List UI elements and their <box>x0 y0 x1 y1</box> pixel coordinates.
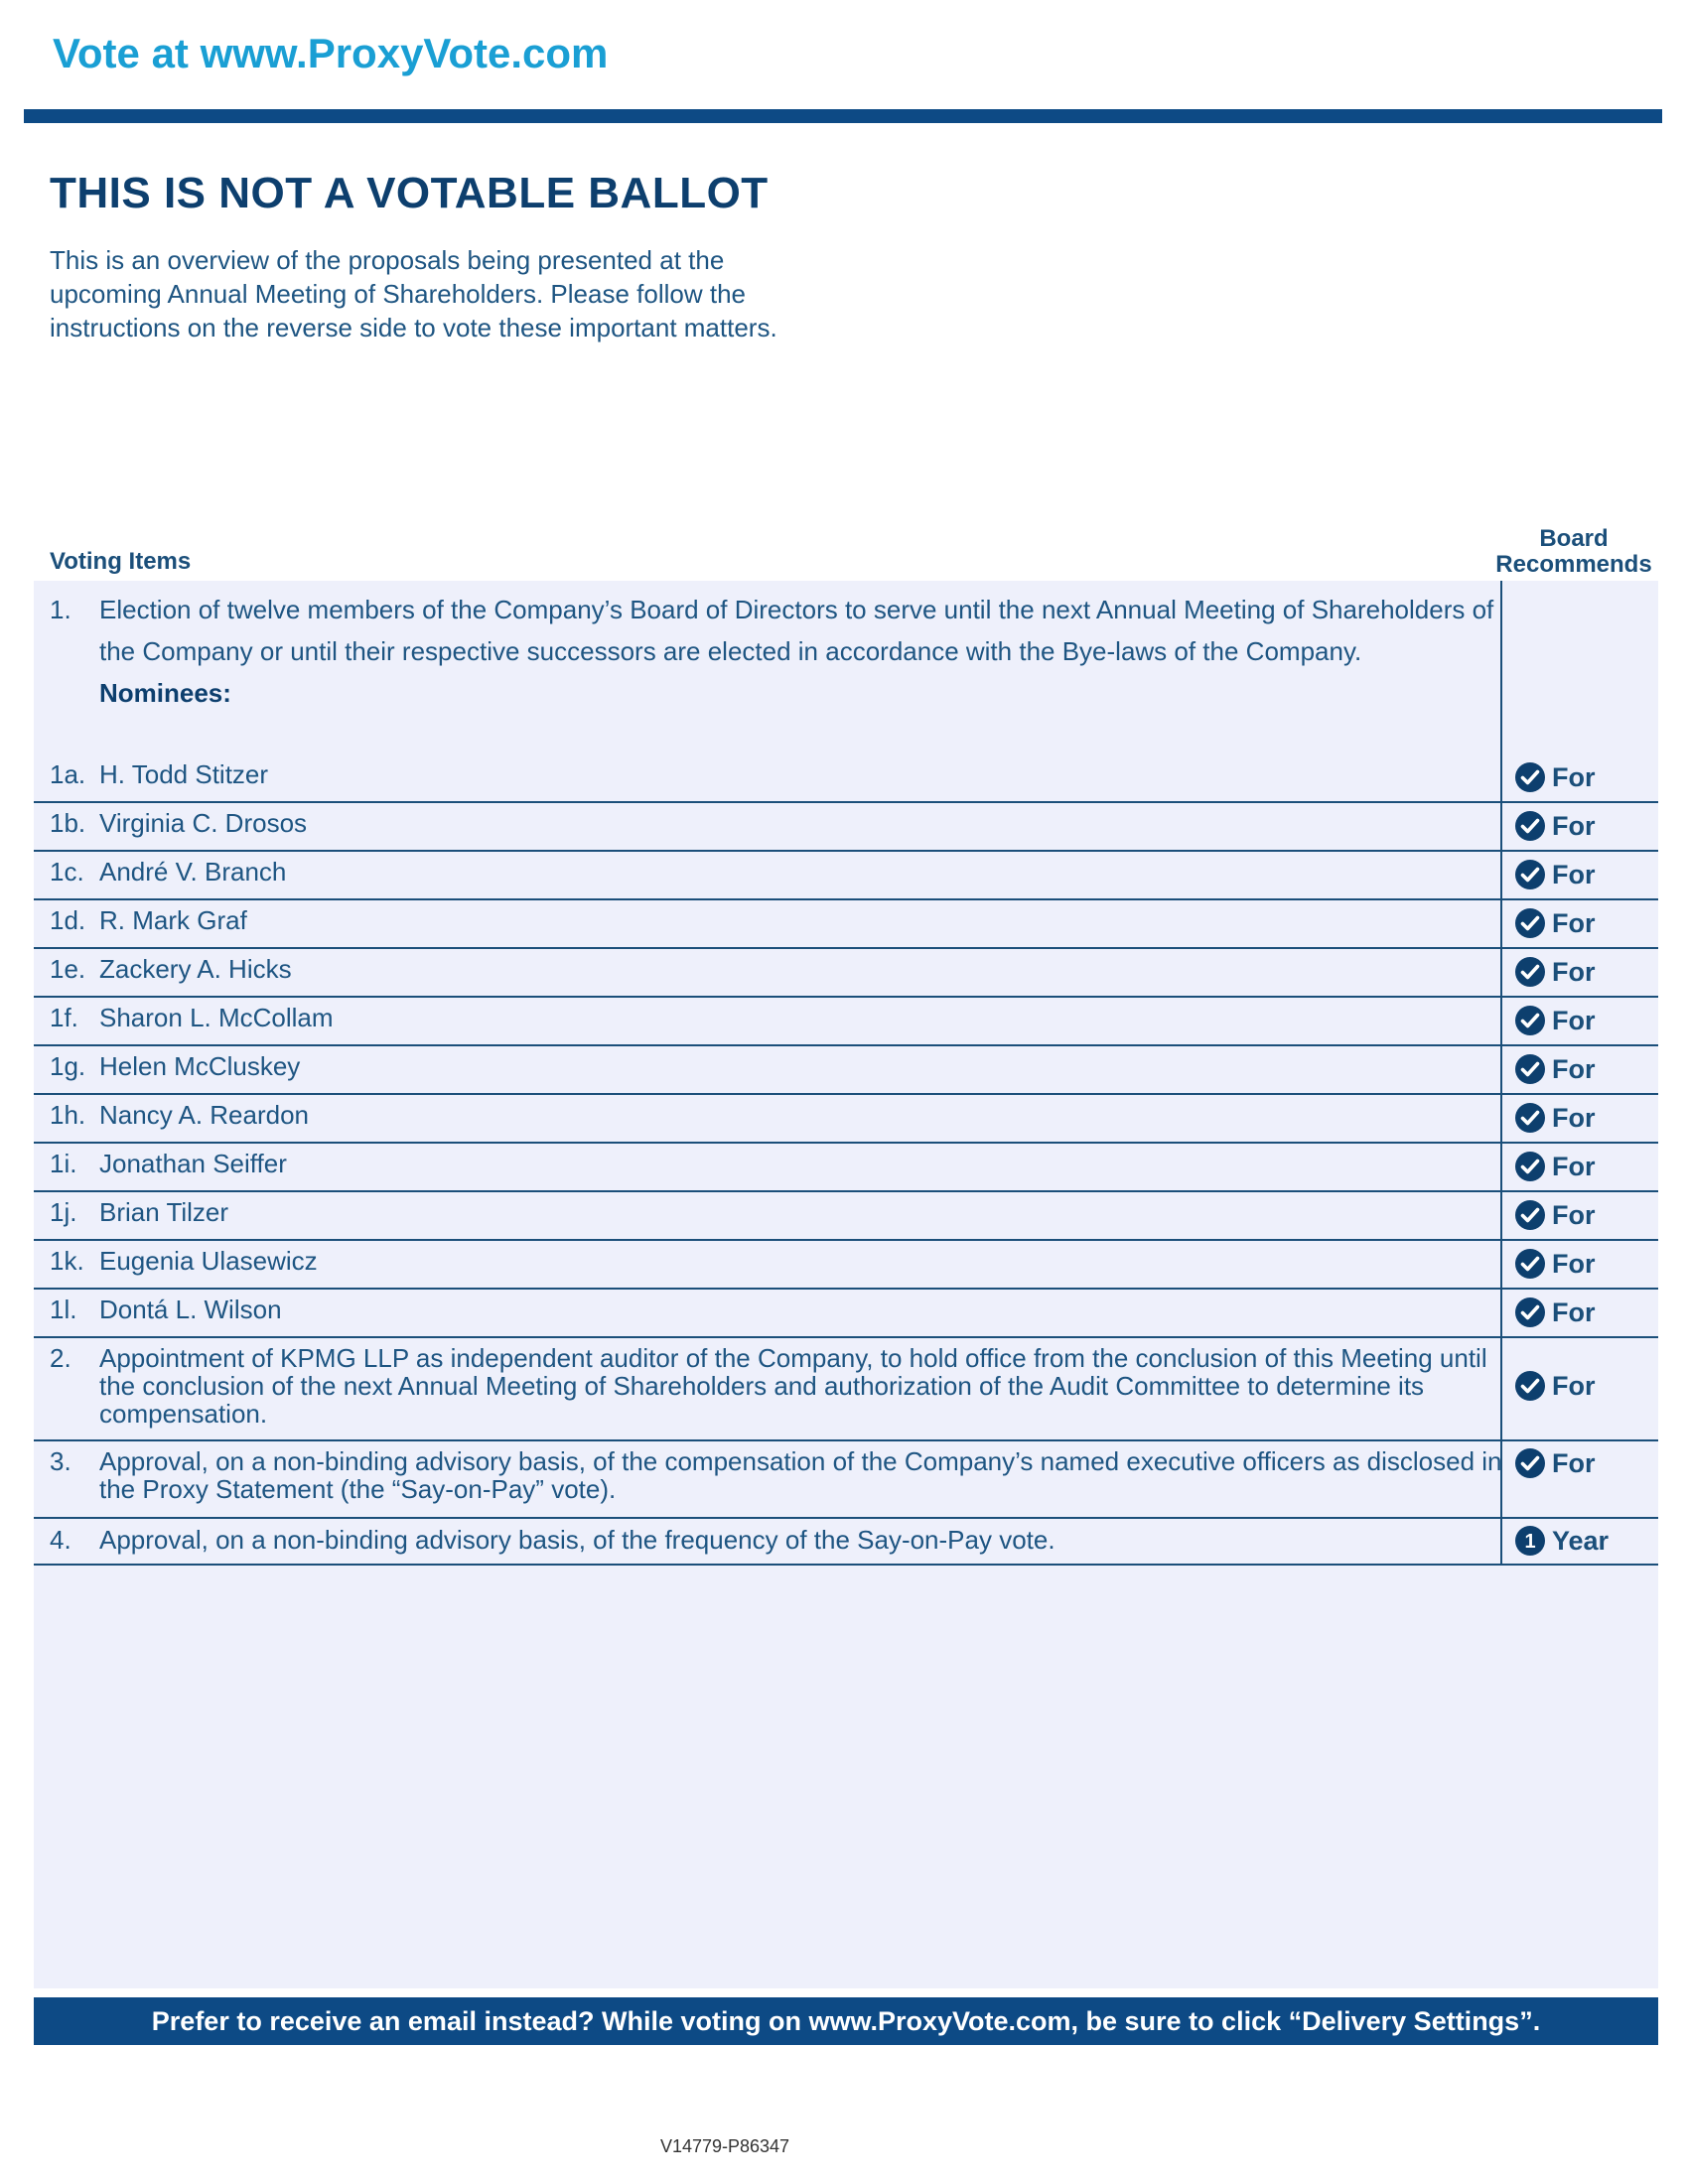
nominee-number: 1f. <box>50 1003 78 1032</box>
delivery-settings-banner: Prefer to receive an email instead? While voting on www.ProxyVote.com, be sure to click “Delivery Settings”. <box>34 1997 1658 2045</box>
nominee-row <box>34 1144 1658 1192</box>
voting-items-heading: Voting Items <box>50 548 192 575</box>
nominee-row <box>34 1241 1658 1290</box>
checkmark-circle-icon <box>1514 1005 1546 1036</box>
nominee-row <box>34 1290 1658 1338</box>
checkmark-circle-icon <box>1514 956 1546 988</box>
recommendation-label: For <box>1552 859 1596 889</box>
nominee-number: 1g. <box>50 1051 86 1081</box>
nominee-number: 1l. <box>50 1295 77 1324</box>
recommendation <box>1514 1248 1596 1280</box>
recommendation-label: For <box>1552 907 1596 938</box>
board-recommends-line2: Recommends <box>1495 551 1652 578</box>
nominee-row <box>34 1046 1658 1095</box>
checkmark-circle-icon <box>1514 1199 1546 1231</box>
nominee-row <box>34 949 1658 998</box>
proposal-number: 2. <box>50 1343 71 1373</box>
nominee-row <box>34 1192 1658 1241</box>
nominee-name: Sharon L. McCollam <box>99 1003 334 1032</box>
recommendation-label: For <box>1552 1053 1596 1084</box>
recommendation <box>1514 1370 1596 1402</box>
nominee-row <box>34 998 1658 1046</box>
nominee-name: Zackery A. Hicks <box>99 954 292 984</box>
nominee-row <box>34 803 1658 852</box>
recommendation-label: For <box>1552 1370 1596 1401</box>
nominee-name: Nancy A. Reardon <box>99 1100 310 1130</box>
proposal-1-row <box>34 581 1658 754</box>
nominees-label: Nominees: <box>99 678 231 708</box>
proposal-number: 3. <box>50 1446 71 1476</box>
checkmark-circle-icon <box>1514 1370 1546 1402</box>
checkmark-circle-icon <box>1514 907 1546 939</box>
recommendation <box>1514 1525 1609 1557</box>
board-recommends-heading <box>1489 526 1658 578</box>
nominee-name: H. Todd Stitzer <box>99 759 269 789</box>
nominee-number: 1i. <box>50 1149 77 1178</box>
recommendation-cell <box>1500 1241 1660 1288</box>
nominee-number: 1e. <box>50 954 86 984</box>
recommendation-label: For <box>1552 810 1596 841</box>
nominee-row <box>34 852 1658 900</box>
header-rule <box>24 109 1662 123</box>
recommendation <box>1514 1102 1596 1134</box>
checkmark-circle-icon <box>1514 1151 1546 1182</box>
checkmark-circle-icon <box>1514 810 1546 842</box>
proposal-2-row <box>34 1338 1658 1441</box>
nominee-row <box>34 900 1658 949</box>
nominee-name: Dontá L. Wilson <box>99 1295 282 1324</box>
checkmark-circle-icon <box>1514 859 1546 890</box>
recommendation-cell <box>1500 754 1660 801</box>
recommendation <box>1514 956 1596 988</box>
nominee-number: 1h. <box>50 1100 86 1130</box>
proposal-number: 1. <box>50 595 71 624</box>
proposal-4-row <box>34 1519 1658 1566</box>
nominee-row <box>34 754 1658 803</box>
board-recommends-line1: Board <box>1539 525 1609 552</box>
nominee-name: Eugenia Ulasewicz <box>99 1246 318 1276</box>
recommendation-label: Year <box>1552 1525 1610 1556</box>
recommendation-cell <box>1500 998 1660 1044</box>
nominee-name: Virginia C. Drosos <box>99 808 308 838</box>
page-title: THIS IS NOT A VOTABLE BALLOT <box>50 169 769 217</box>
nominee-name: André V. Branch <box>99 857 287 887</box>
recommendation-cell <box>1500 1095 1660 1142</box>
proposal-1-text <box>99 581 1509 714</box>
intro-text: This is an overview of the proposals being presented at the upcoming Annual Meeting of Shareholders. Please follow the instructions on the reverse side to vote these important matters. <box>50 245 777 342</box>
checkmark-circle-icon <box>1514 1248 1546 1280</box>
voting-table <box>34 581 1658 1566</box>
proxyvote-header-link[interactable]: Vote at www.ProxyVote.com <box>53 30 609 76</box>
checkmark-circle-icon <box>1514 1053 1546 1085</box>
proposal-3-row <box>34 1441 1658 1519</box>
recommendation-label: For <box>1552 1005 1596 1035</box>
nominee-number: 1c. <box>50 857 84 887</box>
proposal-text: Appointment of KPMG LLP as independent auditor of the Company, to hold office from the conclusion of this Meeting until the conclusion of the next Annual Meeting of Shareholders and authorization of the Audit Committee to determine its compensation. <box>99 1343 1487 1429</box>
nominee-name: Brian Tilzer <box>99 1197 229 1227</box>
nominee-number: 1d. <box>50 905 86 935</box>
number-circle-icon <box>1514 1525 1546 1557</box>
recommendation-label: For <box>1552 1151 1596 1181</box>
recommendation-cell <box>1500 900 1660 947</box>
recommendation <box>1514 1297 1596 1328</box>
recommendation-label: For <box>1552 1297 1596 1327</box>
proposal-text: Election of twelve members of the Company’s Board of Directors to serve until the next Annual Meeting of Shareholders of the Company or until their respective successors are elected in accordance with the Bye-laws of the Company. <box>99 595 1494 666</box>
proposal-text: Approval, on a non-binding advisory basis, of the compensation of the Company’s named executive officers as disclosed in the Proxy Statement (the “Say-on-Pay” vote). <box>99 1446 1502 1504</box>
nominee-number: 1a. <box>50 759 86 789</box>
nominee-name: R. Mark Graf <box>99 905 247 935</box>
recommendation-cell <box>1500 1441 1660 1517</box>
recommendation-cell <box>1500 1290 1660 1336</box>
recommendation-cell <box>1500 803 1660 850</box>
recommendation <box>1514 1005 1596 1036</box>
nominee-name: Jonathan Seiffer <box>99 1149 287 1178</box>
recommendation-label: For <box>1552 1102 1596 1133</box>
nominee-number: 1j. <box>50 1197 77 1227</box>
recommendation-cell <box>1500 1192 1660 1239</box>
nominee-name: Helen McCluskey <box>99 1051 301 1081</box>
recommendation <box>1514 761 1596 793</box>
recommendation <box>1514 1447 1596 1479</box>
recommendation <box>1514 907 1596 939</box>
recommendation <box>1514 1053 1596 1085</box>
recommendation <box>1514 859 1596 890</box>
document-code: V14779-P86347 <box>659 2136 790 2156</box>
frequency-number: 1 <box>1524 1531 1536 1553</box>
nominee-row <box>34 1095 1658 1144</box>
recommendation-label: For <box>1552 761 1596 792</box>
checkmark-circle-icon <box>1514 761 1546 793</box>
recommendation-label: For <box>1552 1199 1596 1230</box>
recommendation-cell <box>1500 1144 1660 1190</box>
nominee-number: 1b. <box>50 808 86 838</box>
recommendation-cell <box>1500 949 1660 996</box>
recommendation <box>1514 1151 1596 1182</box>
recommendation-cell <box>1500 1338 1660 1439</box>
checkmark-circle-icon <box>1514 1102 1546 1134</box>
recommendation-label: For <box>1552 1447 1596 1478</box>
recommendation-label: For <box>1552 956 1596 987</box>
checkmark-circle-icon <box>1514 1447 1546 1479</box>
proposal-number: 4. <box>50 1525 71 1555</box>
recommendation-cell <box>1500 1519 1660 1564</box>
nominee-number: 1k. <box>50 1246 84 1276</box>
recommendation-cell <box>1500 581 1660 754</box>
recommendation-cell <box>1500 852 1660 898</box>
recommendation-label: For <box>1552 1248 1596 1279</box>
recommendation <box>1514 1199 1596 1231</box>
recommendation <box>1514 810 1596 842</box>
checkmark-circle-icon <box>1514 1297 1546 1328</box>
proposal-text: Approval, on a non-binding advisory basis, of the frequency of the Say-on-Pay vote. <box>99 1525 1055 1555</box>
recommendation-cell <box>1500 1046 1660 1093</box>
